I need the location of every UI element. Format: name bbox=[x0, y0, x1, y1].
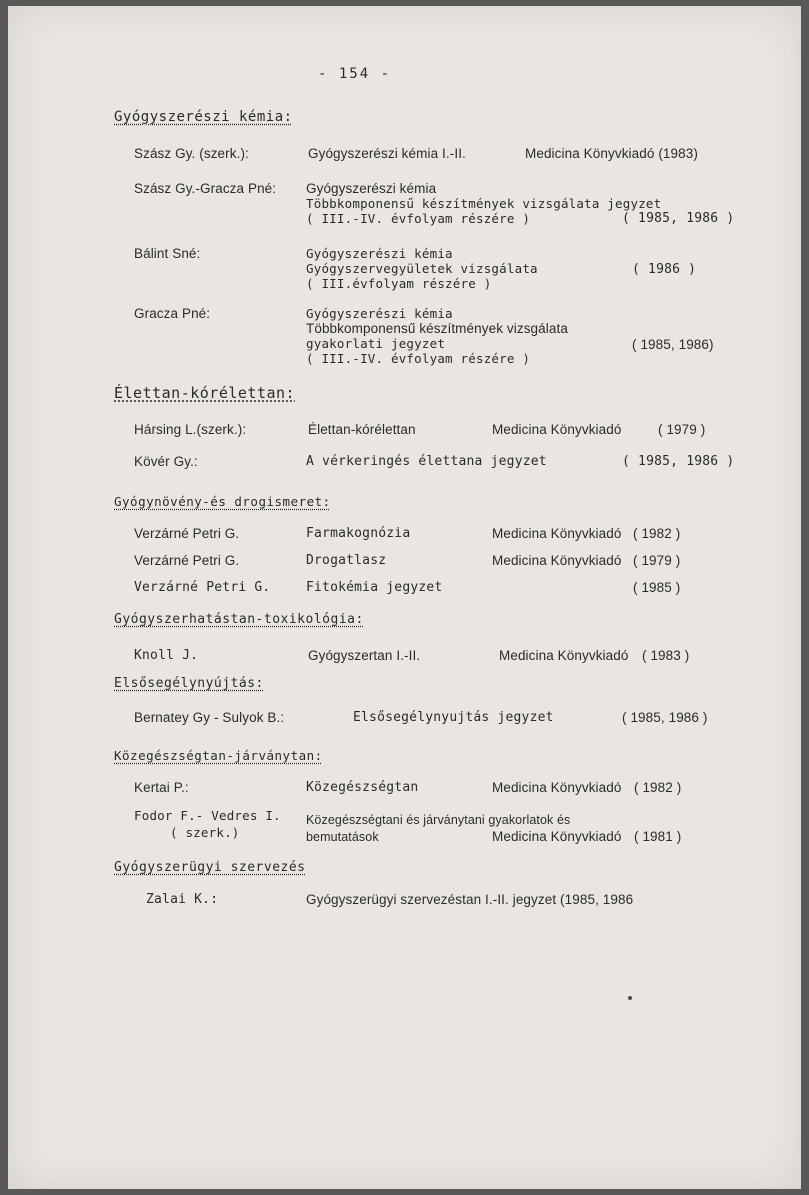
entry-title: A vérkeringés élettana jegyzet bbox=[306, 454, 547, 469]
ink-speck bbox=[628, 996, 632, 1000]
entry-year: ( 1985, 1986 ) bbox=[622, 454, 735, 469]
entry-author-line: ( szerk.) bbox=[170, 825, 240, 840]
entry-author: Zalai K.: bbox=[146, 892, 219, 907]
entry-title-line: Közegészségtani és járványtani gyakorlatok és bbox=[306, 813, 571, 827]
entry-title-line: Többkomponensű készítmények vizsgálata bbox=[306, 321, 568, 336]
entry-author-line: Fodor F.- Vedres I. bbox=[134, 808, 281, 823]
entry-title-line: Gyógyszerészi kémia bbox=[306, 181, 437, 196]
entry-title-line: Gyógyszervegyületek vizsgálata bbox=[306, 261, 538, 276]
section-heading-kozegeszsegtan: Közegészségtan-járványtan: bbox=[114, 748, 323, 763]
entry-author: Kertai P.: bbox=[134, 780, 189, 795]
entry-year: ( 1981 ) bbox=[634, 829, 682, 844]
section-heading-gyogyszereszi-kemia: Gyógyszerészi kémia: bbox=[114, 109, 293, 125]
entry-title-block bbox=[306, 181, 661, 226]
entry-title: Gyógyszertan I.-II. bbox=[308, 648, 421, 663]
entry-title: Gyógyszerészi kémia I.-II. bbox=[308, 146, 466, 161]
entry-title-block bbox=[306, 306, 568, 366]
section-heading-hatastan: Gyógyszerhatástan-toxikológia: bbox=[114, 612, 364, 627]
document-page bbox=[8, 6, 801, 1189]
entry-year: ( 1985, 1986) bbox=[632, 337, 714, 352]
entry-year: ( 1985, 1986 ) bbox=[622, 211, 735, 226]
section-heading-ugyvezetes: Gyógyszerügyi szervezés bbox=[114, 860, 306, 875]
entry-title: Farmakognózia bbox=[306, 526, 411, 541]
entry-author: Szász Gy.-Gracza Pné: bbox=[134, 181, 277, 196]
entry-publisher: Medicina Könyvkiadó bbox=[492, 526, 622, 541]
entry-author: Kövér Gy.: bbox=[134, 454, 198, 469]
entry-publisher: Medicina Könyvkiadó bbox=[492, 422, 622, 437]
entry-title-line: Gyógyszerészi kémia bbox=[306, 246, 453, 261]
entry-author: Szász Gy. (szerk.): bbox=[134, 146, 249, 161]
entry-publisher: Medicina Könyvkiadó bbox=[499, 648, 629, 663]
section-heading-gyogynoveny: Gyógynövény-és drogismeret: bbox=[114, 494, 331, 509]
entry-publisher: Medicina Könyvkiadó bbox=[492, 553, 622, 568]
entry-title: Élettan-kórélettan bbox=[308, 422, 416, 437]
entry-title: Gyógyszerügyi szervezéstan I.-II. jegyzet (1985, 1986 bbox=[306, 892, 634, 907]
entry-year: ( 1982 ) bbox=[633, 526, 681, 541]
entry-title: Drogatlasz bbox=[306, 553, 387, 568]
entry-year: ( 1979 ) bbox=[658, 422, 706, 437]
entry-title-line: ( III.évfolyam részére ) bbox=[306, 276, 492, 291]
entry-title-line: Többkomponensű készítmények vizsgálata jegyzet bbox=[306, 196, 662, 211]
entry-author: Verzárné Petri G. bbox=[134, 553, 240, 568]
entry-author: Gracza Pné: bbox=[134, 306, 211, 321]
entry-author: Verzárné Petri G. bbox=[134, 526, 240, 541]
page-number: - 154 - bbox=[318, 66, 392, 82]
entry-year: ( 1983 ) bbox=[642, 648, 690, 663]
entry-author: Knoll J. bbox=[134, 648, 199, 663]
entry-title: Fitokémia jegyzet bbox=[306, 580, 443, 595]
entry-year: ( 1985, 1986 ) bbox=[622, 710, 708, 725]
entry-publisher: Medicina Könyvkiadó (1983) bbox=[525, 146, 698, 161]
entry-author-block bbox=[134, 807, 281, 841]
entry-year: ( 1985 ) bbox=[633, 580, 681, 595]
entry-title-block bbox=[306, 246, 538, 291]
entry-publisher: Medicina Könyvkiadó bbox=[492, 829, 622, 844]
entry-title-line: ( III.-IV. évfolyam részére ) bbox=[306, 351, 531, 366]
entry-title: Elsősegélynyujtás jegyzet bbox=[353, 710, 554, 725]
entry-year: ( 1986 ) bbox=[632, 262, 697, 277]
entry-author: Hársing L.(szerk.): bbox=[134, 422, 247, 437]
entry-year: ( 1979 ) bbox=[633, 553, 681, 568]
entry-author: Bálint Sné: bbox=[134, 246, 201, 261]
entry-year: ( 1982 ) bbox=[634, 780, 682, 795]
entry-title-line: gyakorlati jegyzet bbox=[306, 336, 446, 351]
entry-title: Közegészségtan bbox=[306, 780, 419, 795]
section-heading-elsosegely: Elsősegélynyújtás: bbox=[114, 676, 264, 691]
entry-publisher: Medicina Könyvkiadó bbox=[492, 780, 622, 795]
entry-title-line: bemutatások bbox=[306, 830, 379, 844]
entry-title-line: Gyógyszerészi kémia bbox=[306, 306, 453, 321]
section-heading-elettan: Élettan-kórélettan: bbox=[114, 384, 296, 402]
entry-title-line: ( III.-IV. évfolyam részére ) bbox=[306, 211, 531, 226]
entry-author: Bernatey Gy - Sulyok B.: bbox=[134, 710, 285, 725]
entry-author: Verzárné Petri G. bbox=[134, 580, 271, 595]
